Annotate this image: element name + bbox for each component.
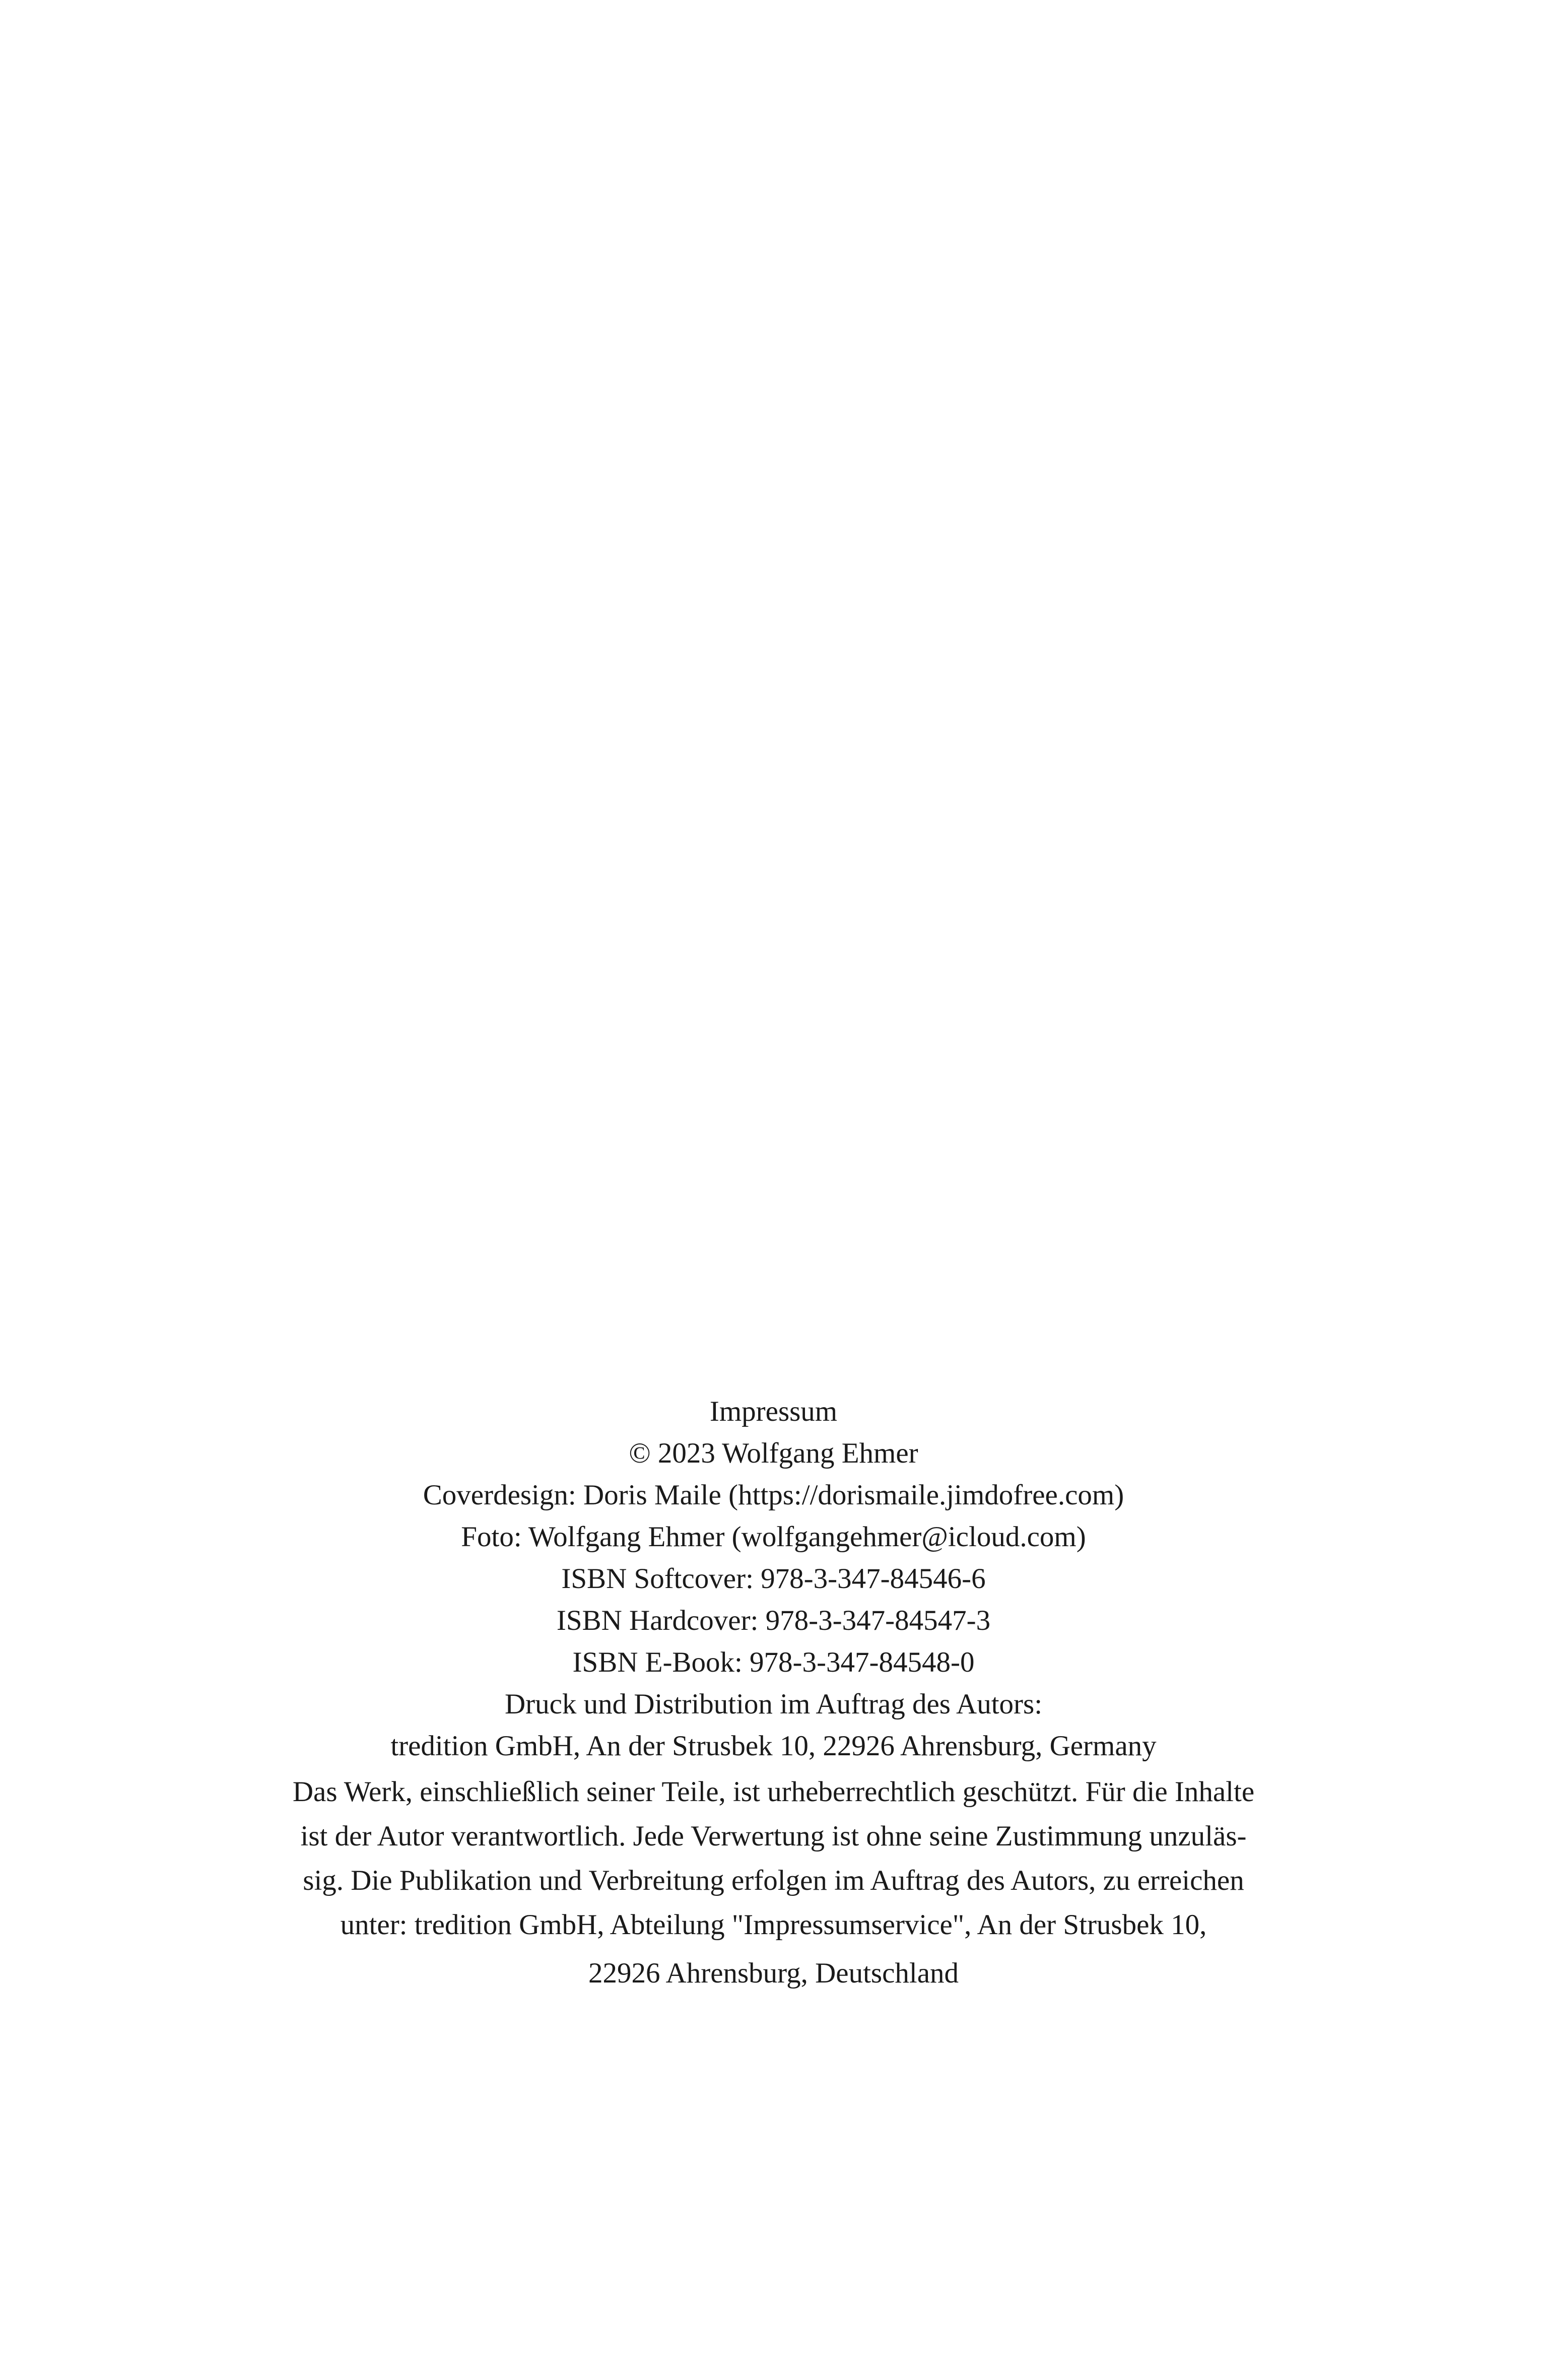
impressum-heading: Impressum: [709, 1396, 838, 1427]
notice-line: ist der Autor verantwortlich. Jede Verwertung ist ohne seine Zustimmung unzuläs-: [300, 1820, 1247, 1852]
isbn-softcover-line: ISBN Softcover: 978-3-347-84546-6: [561, 1563, 986, 1595]
publisher-address-line: tredition GmbH, An der Strusbek 10, 22926 Ahrensburg, Germany: [390, 1730, 1157, 1762]
copyright-line: © 2023 Wolfgang Ehmer: [629, 1437, 918, 1469]
print-distribution-line: Druck und Distribution im Auftrag des Autors:: [504, 1688, 1043, 1720]
isbn-hardcover-line: ISBN Hardcover: 978-3-347-84547-3: [556, 1605, 991, 1636]
notice-line: unter: tredition GmbH, Abteilung "Impressumservice", An der Strusbek 10,: [340, 1909, 1207, 1941]
impressum-block: [0, 1391, 1547, 1996]
notice-line: sig. Die Publikation und Verbreitung erfolgen im Auftrag des Autors, zu erreichen: [303, 1865, 1244, 1896]
photo-credit-line: Foto: Wolfgang Ehmer (wolfgangehmer@icloud.com): [461, 1521, 1086, 1553]
isbn-ebook-line: ISBN E-Book: 978-3-347-84548-0: [572, 1646, 975, 1678]
cover-design-line: Coverdesign: Doris Maile (https://dorismaile.jimdofree.com): [423, 1479, 1124, 1511]
notice-line: Das Werk, einschließlich seiner Teile, ist urheberrechtlich geschützt. Für die Inhalte: [292, 1776, 1255, 1808]
copyright-notice: [0, 1770, 1547, 1996]
impressum-details: [0, 1391, 1547, 1767]
notice-line: 22926 Ahrensburg, Deutschland: [588, 1957, 959, 1989]
